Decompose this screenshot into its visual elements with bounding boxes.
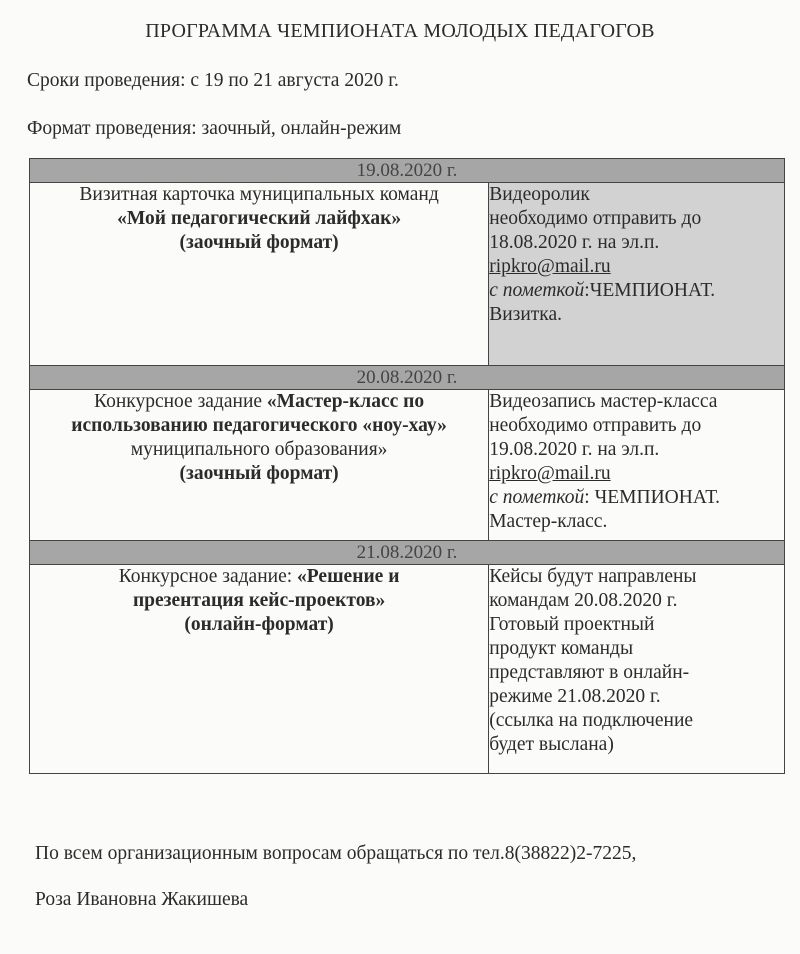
instruction-line: Видеозапись мастер-класса bbox=[489, 391, 718, 412]
instruction-line: будет выслана) bbox=[489, 734, 614, 755]
document-title: ПРОГРАММА ЧЕМПИОНАТА МОЛОДЫХ ПЕДАГОГОВ bbox=[145, 20, 655, 42]
instruction-line: Готовый проектный bbox=[489, 614, 655, 635]
date-header: 19.08.2020 г. bbox=[30, 159, 785, 183]
event-format: (заочный формат) bbox=[179, 463, 339, 484]
instruction-line: 19.08.2020 г. на эл.п. bbox=[489, 439, 660, 460]
instruction-line: 18.08.2020 г. на эл.п. bbox=[489, 232, 660, 253]
contact-name: Роза Ивановна Жакишева bbox=[35, 889, 249, 910]
instruction-line: необходимо отправить до bbox=[489, 208, 702, 229]
instruction-line: представляют в онлайн- bbox=[489, 662, 690, 683]
instruction-line: Мастер-класс. bbox=[489, 511, 608, 532]
event-description bbox=[30, 565, 489, 774]
instruction-line: (ссылка на подключение bbox=[489, 710, 694, 731]
event-description bbox=[30, 183, 489, 366]
event-instructions bbox=[489, 183, 785, 366]
email-link[interactable]: ripkro@mail.ru bbox=[489, 256, 611, 277]
date-row-day3 bbox=[30, 541, 785, 565]
mark-value: :ЧЕМПИОНАТ. bbox=[584, 280, 716, 301]
date-header: 21.08.2020 г. bbox=[30, 541, 785, 565]
mark-value: : ЧЕМПИОНАТ. bbox=[584, 487, 721, 508]
event-title: презентация кейс-проектов» bbox=[132, 590, 386, 611]
instruction-line: командам 20.08.2020 г. bbox=[489, 590, 678, 611]
instruction-line: продукт команды bbox=[489, 638, 634, 659]
event-line: Визитная карточка муниципальных команд bbox=[79, 184, 439, 205]
event-title: «Решение и bbox=[297, 566, 400, 587]
event-row-day3 bbox=[30, 565, 785, 774]
event-line: Конкурсное задание bbox=[94, 391, 267, 412]
instruction-line: Визитка. bbox=[489, 304, 563, 325]
instruction-line: Видеоролик bbox=[489, 184, 590, 205]
event-line: Конкурсное задание: bbox=[118, 566, 298, 587]
instruction-line: Кейсы будут направлены bbox=[489, 566, 697, 587]
date-row-day2 bbox=[30, 366, 785, 390]
date-row-day1 bbox=[30, 159, 785, 183]
email-link[interactable]: ripkro@mail.ru bbox=[489, 463, 611, 484]
event-format: (заочный формат) bbox=[179, 232, 339, 253]
instruction-line: необходимо отправить до bbox=[489, 415, 702, 436]
dates-line: Сроки проведения: с 19 по 21 августа 2020 г. bbox=[27, 70, 399, 91]
mark-label: с пометкой bbox=[489, 487, 585, 508]
event-description bbox=[30, 390, 489, 541]
date-header: 20.08.2020 г. bbox=[30, 366, 785, 390]
event-instructions bbox=[489, 565, 785, 774]
event-line: муниципального образования» bbox=[130, 439, 388, 460]
mark-label: с пометкой bbox=[489, 280, 585, 301]
event-title: использованию педагогического «ноу-хау» bbox=[71, 415, 447, 436]
contact-line: По всем организационным вопросам обращаться по тел.8(38822)2-7225, bbox=[35, 843, 637, 864]
schedule-table bbox=[29, 158, 785, 774]
event-row-day2 bbox=[30, 390, 785, 541]
event-row-day1 bbox=[30, 183, 785, 366]
event-title: «Мастер-класс по bbox=[266, 391, 425, 412]
instruction-line: режиме 21.08.2020 г. bbox=[489, 686, 661, 707]
event-format: (онлайн-формат) bbox=[184, 614, 334, 635]
event-title: «Мой педагогический лайфхак» bbox=[117, 208, 402, 229]
event-instructions bbox=[489, 390, 785, 541]
format-line: Формат проведения: заочный, онлайн-режим bbox=[27, 118, 402, 139]
